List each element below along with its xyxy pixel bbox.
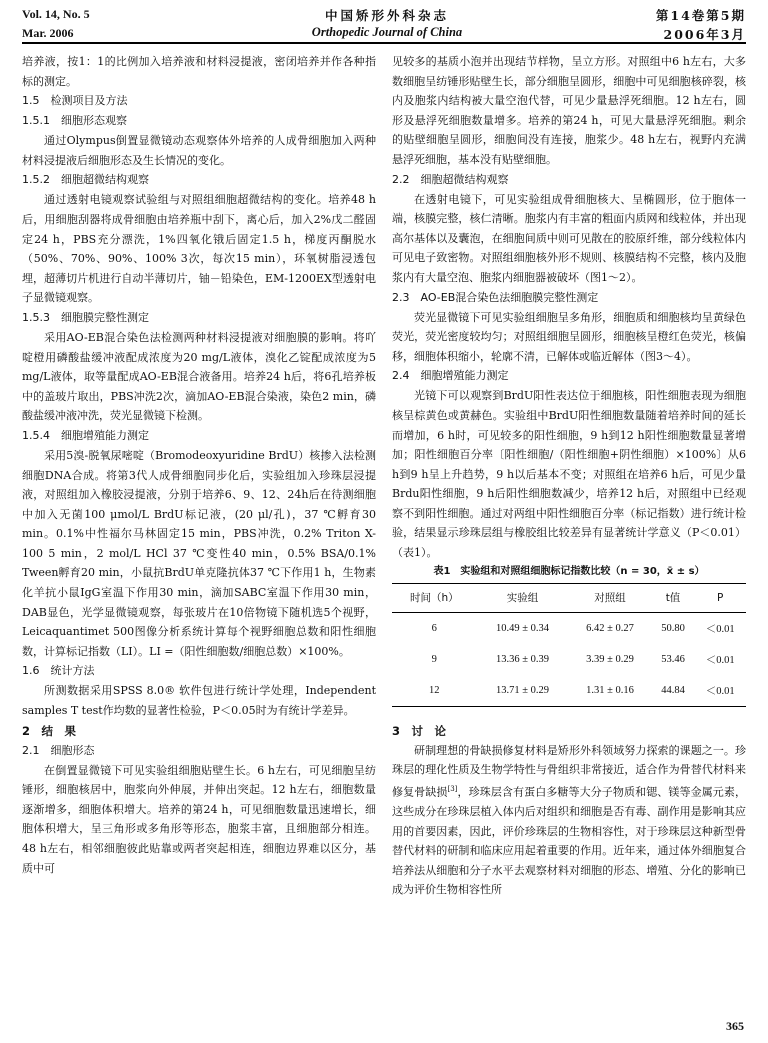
running-header (22, 4, 746, 46)
paragraph-discussion (392, 741, 746, 900)
citation-ref: [3] (447, 784, 458, 793)
paragraph-1-5-2: 通过透射电镜观察试验组与对照组细胞超微结构的变化。培养48 h后，用细胞刮器将成骨细胞由培养瓶中刮下，离心后，加入2%戊二醛固定24 h，PBS充分漂洗，1%四氧化锇后固定1.5 h，梯度丙酮脱水（50%、70%、90%、100% 3次，每次15 min），环氧树脂浸透包埋，超薄切片机进行自动半薄切片，铀－铅染色，EM-1200EX型透射电子显微镜观察。 (22, 193, 376, 305)
table-cell: 10.49 ± 0.34 (496, 622, 550, 634)
section-heading-1-5-3: 1.5.3 细胞膜完整性测定 (22, 310, 149, 324)
table-cell: 1.31 ± 0.16 (586, 684, 634, 696)
section-heading-1-5-2: 1.5.2 细胞超微结构观察 (22, 173, 149, 187)
results-table (392, 583, 746, 707)
paragraph-2-1: 在倒置显微镜下可见实验组细胞贴壁生长。6 h左右，可见细胞呈纺锤形，细胞核居中，胞浆向外伸展，并伸出突起。12 h左右，细胞数量逐渐增多，细胞体积增大。培养的第24 h，可见细胞数量迅速增长，细胞体积增大，呈三角形或多角形等形态，胞浆丰富，且细胞部分相连。48 h左右，相邻细胞彼此贴靠或两者突起相连，细胞边界难以区分，基质中可 (22, 763, 376, 875)
section-heading-1-6: 1.6 统计方法 (22, 664, 95, 678)
paragraph-1-5-1: 通过Olympus倒置显微镜动态观察体外培养的人成骨细胞加入两种材料浸提液后细胞形态及生长情况的变化。 (22, 134, 376, 167)
section-heading-2-4: 2.4 细胞增殖能力测定 (392, 369, 509, 383)
date-en: Mar. 2006 (22, 26, 74, 40)
table-header-cell: 实验组 (506, 592, 539, 605)
table-header-cell: P (717, 591, 724, 604)
paragraph-2-1-continued: 见较多的基质小泡并出现结节样物，呈立方形。对照组中6 h左右，大多数细胞呈纺锤形贴壁生长，部分细胞呈圆形，细胞中可见细胞核碎裂，核内及胞浆内结构被大量空泡代替，可见少量悬浮死细胞。12 h左右，圆形及悬浮死细胞数量增多。培养的第24 h，可见大量悬浮死细胞。剩余的贴壁细胞呈圆形，细胞间没有连接，胞浆少。48 h左右，视野内充满悬浮死细胞，基本没有贴壁细胞。 (392, 55, 746, 166)
table-header-cell: t值 (665, 592, 681, 605)
table-cell: 6 (431, 622, 437, 634)
table-cell: 50.80 (661, 622, 685, 634)
table-cell: 53.46 (661, 653, 685, 665)
journal-title-en: Orthopedic Journal of China (311, 25, 463, 39)
table-cell: ＜0.01 (705, 623, 735, 635)
discussion-text-a: 研制理想的骨缺损修复材料是矫形外科领域努力探索的课题之一。珍珠层的理化性质及生物学特性与骨组织非常接近，适合作为骨替代材料来修复骨缺损 (392, 743, 746, 799)
table-header-cell: 时间（h） (409, 592, 459, 605)
header-rule (22, 42, 746, 44)
section-heading-results: 2 结 果 (22, 723, 77, 738)
volume-issue-en: Vol. 14, No. 5 (22, 7, 90, 21)
section-heading-2-3: 2.3 AO-EB混合染色法细胞膜完整性测定 (392, 290, 599, 304)
table-cell: ＜0.01 (705, 654, 735, 666)
right-column (392, 52, 746, 900)
table-caption: 表1 实验组和对照组细胞标记指数比较（n = 30，x̄ ± s） (433, 565, 705, 577)
date-cn: 2006年3月 (663, 27, 746, 42)
journal-title-cn: 中国矫形外科杂志 (324, 8, 449, 23)
paragraph-1-6: 所测数据采用SPSS 8.0® 软件包进行统计学处理，Independent samples T test作均数的显著性检验，P＜0.05时为有统计学差异。 (22, 684, 376, 718)
section-heading-1-5: 1.5 检测项目及方法 (22, 94, 128, 108)
section-heading-1-5-4: 1.5.4 细胞增殖能力测定 (22, 428, 149, 442)
paragraph-continued: 培养液，按1：1的比例加入培养液和材料浸提液，密闭培养并作各种指标的测定。 (22, 55, 376, 88)
table-cell: 12 (429, 684, 440, 696)
table-cell: 9 (431, 653, 437, 665)
table-cell: 3.39 ± 0.29 (586, 653, 634, 665)
paragraph-1-5-4: 采用5溴-脱氧尿嘧啶（Bromodeoxyuridine BrdU）核掺入法检测细胞DNA合成。将第3代人成骨细胞同步化后，实验组加入珍珠层浸提液，对照组加入橡胶浸提液，分别于培养6、9、12、24h后在待测细胞中加入无菌100 μmol/L BrdU标记液，(20 μl/孔)，37 ℃孵育30 min。0.1%中性福尔马林固定15 min，PBS冲洗，0.2% Triton X-100 5 min，2 mol/L HCl 37 ℃变性40 min，0.5% BSA/0.1% Tween孵育20 min，小鼠抗BrdU单克隆抗体37 ℃下作用1 h，生物素化羊抗小鼠IgG室温下作用30 min，滴加SABC室温下作用30 min，DAB显色，光学显微镜观察，每张玻片在10倍物镜下随机选5个视野，Leicaquantimet 500图像分析系统计算每个视野细胞总数和阳性细胞数，计算标记指数（LI）。LI =（阳性细胞数/细胞总数）×100%。 (22, 448, 376, 658)
section-heading-2-2: 2.2 细胞超微结构观察 (392, 172, 509, 186)
table-cell: 6.42 ± 0.27 (586, 622, 634, 634)
section-heading-2-1: 2.1 细胞形态 (22, 743, 95, 757)
table-row (392, 644, 746, 675)
table-cell: ＜0.01 (705, 685, 735, 697)
paragraph-2-2: 在透射电镜下，可见实验组成骨细胞核大、呈椭圆形，位于胞体一端，核膜完整，核仁清晰。胞浆内有丰富的粗面内质网和线粒体，并出现高尔基体以及囊泡，在细胞间质中则可见散在的胶原纤维，部分线粒体内可见电子致密物。对照组细胞核外形不规则、核膜结构不完整，核内及胞浆内有大量空泡、胞浆内细胞器被破坏（图1～2）。 (392, 192, 746, 284)
section-heading-1-5-1: 1.5.1 细胞形态观察 (22, 114, 127, 128)
table-row (392, 612, 746, 644)
discussion-text-b: ，珍珠层含有蛋白多糖等大分子物质和锶、镁等金属元素，这些成分在珍珠层植入体内后对组织和细胞是否有毒、副作用是影响其应用的首要因素，因此，评价珍珠层的生物相容性，对于珍珠层这种新型骨替代材料的研制和临床应用起着重要的作用。近年来，通过体外细胞复合培养法从细胞和分子水平去观察材料对细胞的形态、增殖、分化的影响已成为评价生物相容性所 (392, 785, 747, 897)
table-row (392, 675, 746, 707)
paragraph-1-5-3: 采用AO-EB混合染色法检测两种材料浸提液对细胞膜的影响。将吖啶橙用磷酸盐缓冲液配成浓度为20 mg/L液体，溴化乙锭配成浓度为5 mg/L液体，取等量配成AO-EB混合液备用。培养24 h后，将6孔培养板中的盖玻片取出，PBS冲洗2次，滴加AO-EB混合染液，染色2 min，磷酸盐缓冲液冲洗，荧光显微镜下检测。 (22, 330, 376, 423)
paragraph-2-4: 光镜下可以观察到BrdU阳性表达位于细胞核，阳性细胞表现为细胞核呈棕黄色或黄赫色。实验组中BrdU阳性细胞数量随着培养时间的延长而增加，6 h时，可见较多的阳性细胞，9 h到12 h阳性细胞数量显著增加；阳性细胞百分率〔阳性细胞/（阳性细胞+阴性细胞）×100%〕从6 h到9 h呈上升趋势，9 h以后基本不变；对照组在培养6 h后，可见少量Brdu阳性细胞，9 h后阳性细胞数减少，培养12 h后，对照组中已经观察不到阳性细胞。通过对两组中阳性细胞百分率（标记指数）进行统计检验，结果显示珍珠层组与橡胶组比较差异有显著统计学意义（P＜0.01）（表1）。 (392, 389, 746, 560)
volume-issue-cn: 第14卷第5期 (655, 8, 746, 23)
table-cell: 44.84 (661, 684, 685, 696)
section-heading-discussion: 3 讨 论 (392, 723, 447, 738)
left-column (22, 52, 376, 878)
table-cell: 13.36 ± 0.39 (496, 653, 550, 665)
page-number: 365 (726, 1019, 744, 1033)
table-cell: 13.71 ± 0.29 (496, 684, 550, 696)
paragraph-2-3: 荧光显微镜下可见实验组细胞呈多角形，细胞质和细胞核均呈黄绿色荧光，荧光密度较均匀；对照组细胞呈圆形，细胞核呈橙红色荧光，核偏移，细胞体积缩小，轮廓不清，已解体或临近解体（图3～4）。 (392, 310, 746, 363)
table-header-row (392, 583, 746, 612)
table-header-cell: 对照组 (594, 592, 626, 605)
